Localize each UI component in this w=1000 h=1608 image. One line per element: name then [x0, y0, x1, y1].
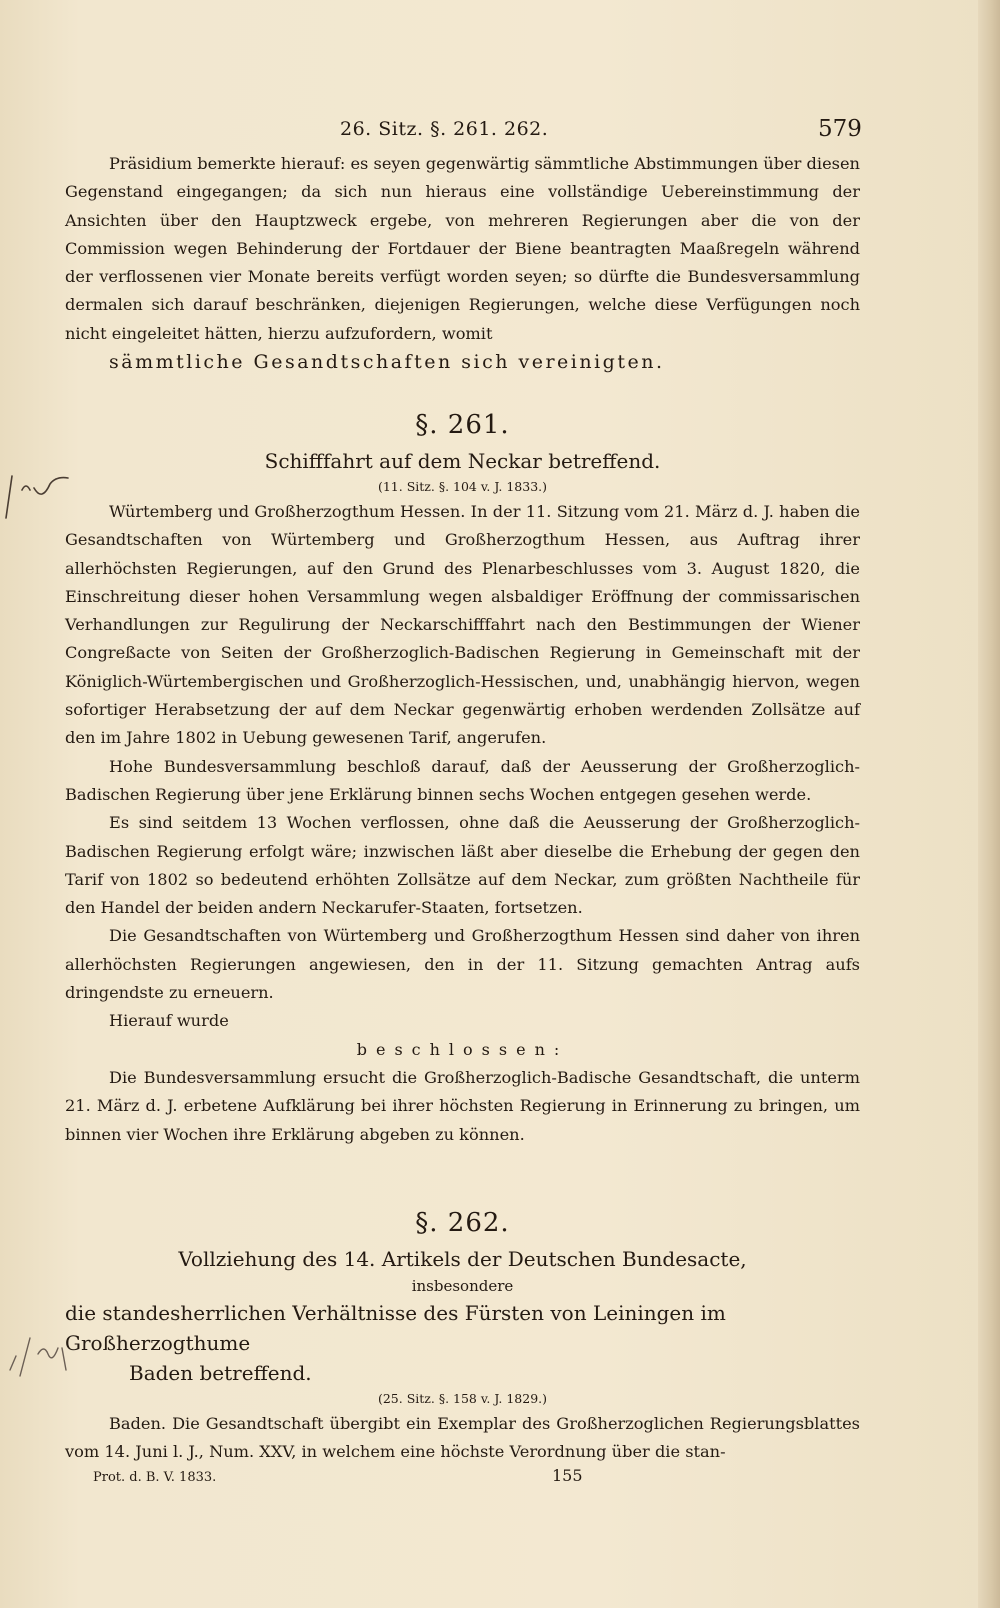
section-262-title-line-1: Vollziehung des 14. Artikels der Deutschen Bundesacte, [178, 1247, 747, 1271]
section-261 [65, 408, 860, 1149]
section-261-hierauf: Hierauf wurde [109, 1011, 229, 1031]
intro-block [65, 150, 860, 377]
margin-note-1 [0, 470, 90, 530]
section-262-number: §. 262. [415, 1208, 510, 1238]
section-261-citation: (11. Sitz. §. 104 v. J. 1833.) [377, 479, 548, 494]
section-261-para-4: Die Gesandtschaften von Würtemberg und Großherzogthum Hessen sind daher von ihren allerhöchsten Regierungen angewiesen, den in der 11. Sitzung gemachten Antrag aufs dringendste zu erneuern. [65, 926, 860, 1003]
section-262 [65, 1206, 860, 1467]
section-262-title-line-2: insbesondere [411, 1277, 514, 1295]
intro-paragraph: Präsidium bemerkte hierauf: es seyen gegenwärtig sämmtliche Abstimmungen über diesen Gegenstand eingegangen; da sich nun hieraus eine vollständige Uebereinstimmung der Ansichten über den Hauptzweck ergebe, von mehreren Regierungen aber die von der Commission wegen Behinderung der Fortdauer der Biene beantragten Maaßregeln während der verflossenen vier Monate bereits verfügt worden seyen; so dürfte die Bundesversammlung dermalen sich darauf beschränken, diejenigen Regierungen, welche diese Verfügungen noch nicht eingeleitet hätten, hierzu aufzufordern, womit [65, 154, 860, 343]
section-262-title-line-3: die standesherrlichen Verhältnisse des Fürsten von Leiningen im Großherzogthume [65, 1301, 726, 1355]
page-edge [978, 0, 1000, 1608]
section-261-beschlossen: beschlossen: [356, 1039, 569, 1059]
section-262-para-1: Baden. Die Gesandtschaft übergibt ein Exemplar des Großherzoglichen Regierungsblattes vom 14. Juni l. J., Num. XXV, in welchem eine höchste Verordnung über die stan- [65, 1414, 860, 1462]
section-261-para-1: Würtemberg und Großherzogthum Hessen. In der 11. Sitzung vom 21. März d. J. haben die Gesandtschaften von Würtemberg und Großherzogthum Hessen, aus Auftrag ihrer allerhöchsten Regierungen, auf den Grund des Plenarbeschlusses vom 3. August 1820, die Einschreitung dieser hohen Versammlung wegen alsbaldiger Eröffnung der commissarischen Verhandlungen zur Regulirung der Neckarschifffahrt nach den Bestimmungen der Wiener Congreßacte von Seiten der Großherzoglich-Badischen Regierung in Gemeinschaft mit der Königlich-Würtembergischen und Großherzoglich-Hessischen, und, unabhängig hiervon, wegen sofortiger Herabsetzung der auf dem Neckar gegenwärtig erhoben werdenden Zollsätze auf den im Jahre 1802 in Uebung gewesenen Tarif, angerufen. [65, 502, 860, 748]
section-261-para-3: Es sind seitdem 13 Wochen verflossen, ohne daß die Aeusserung der Großherzoglich-Badischen Regierung erfolgt wäre; inzwischen läßt aber dieselbe die Erhebung der gegen den Tarif von 1802 so bedeutend erhöhten Zollsätze auf dem Neckar, zum größten Nachtheile für den Handel der beiden andern Neckarufer-Staaten, fortsetzen. [65, 813, 860, 918]
running-head: 26. Sitz. §. 261. 262. [340, 118, 549, 140]
section-262-title-line-4: Baden betreffend. [129, 1361, 312, 1385]
intro-closing: sämmtliche Gesandtschaften sich vereinigten. [109, 351, 665, 374]
footer-signature: 155 [552, 1466, 583, 1485]
section-261-number: §. 261. [415, 410, 510, 440]
page-header [0, 118, 1000, 148]
section-262-citation: (25. Sitz. §. 158 v. J. 1829.) [377, 1391, 548, 1406]
page-number: 579 [818, 116, 862, 142]
section-261-para-2: Hohe Bundesversammlung beschloß darauf, daß der Aeusserung der Großherzoglich-Badischen Regierung über jene Erklärung binnen sechs Wochen entgegen gesehen werde. [65, 756, 860, 804]
footer-protocol: Prot. d. B. V. 1833. [93, 1470, 217, 1485]
section-261-decision: Die Bundesversammlung ersucht die Großherzoglich-Badische Gesandtschaft, die unterm 21. März d. J. erbetene Aufklärung bei ihrer höchsten Regierung in Erinnerung zu bringen, um binnen vier Wochen ihre Erklärung abgeben zu können. [65, 1067, 860, 1144]
margin-note-2 [0, 1330, 100, 1390]
section-261-title: Schifffahrt auf dem Neckar betreffend. [264, 449, 661, 473]
